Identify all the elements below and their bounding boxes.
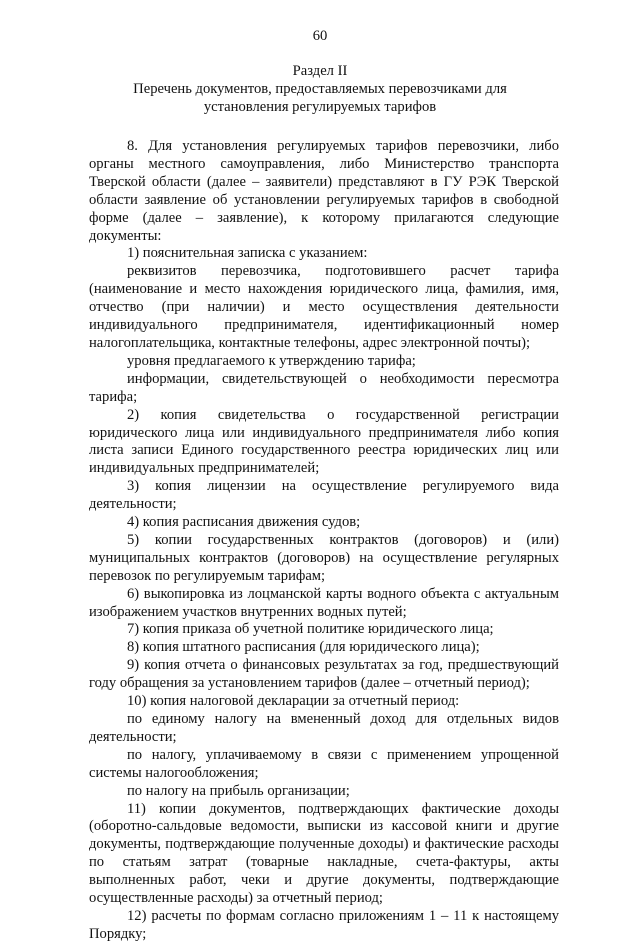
list-item-2: 2) копия свидетельства о государственной регистрации юридического лица или индивидуального предпринимателя либо копия листа записи Единого государственного реестра юридических лиц или индивидуальных предпринимателей; — [89, 406, 559, 477]
list-subitem-unified-tax: по единому налогу на вмененный доход для отдельных видов деятельности; — [89, 711, 559, 745]
section-title: Раздел II — [292, 63, 348, 79]
list-item-11: 11) копии документов, подтверждающих фактические доходы (оборотно-сальдовые ведомости, выписки из кассовой книги и другие документы, подтверждающие полученные доходы) и фактические расходы по статьям затрат (товарные накладные, счета-фактуры, акты выполненных работ, чеки и другие документы, подтверждающие осуществленные расходы) за отчетный период; — [89, 800, 559, 907]
list-item-1: 1) пояснительная записка с указанием: — [127, 245, 368, 262]
list-item-3: 3) копия лицензии на осуществление регулируемого вида деятельности; — [89, 478, 559, 513]
list-subitem-simplified-tax: по налогу, уплачиваемому в связи с применением упрощенной системы налогообложения; — [89, 746, 559, 781]
list-subitem-profit-tax: по налогу на прибыль организации; — [127, 782, 350, 799]
list-item-6: 6) выкопировка из лоцманской карты водного объекта с актуальным изображением участков внутренних водных путей; — [89, 585, 559, 620]
list-item-8: 8) копия штатного расписания (для юридического лица); — [127, 639, 480, 656]
document-body — [89, 138, 559, 944]
page-number: 60 — [312, 28, 328, 44]
list-item-9: 9) копия отчета о финансовых результатах за год, предшествующий году обращения за установлением тарифов (далее – отчетный период); — [89, 657, 559, 692]
list-item-12: 12) расчеты по формам согласно приложениям 1 – 11 к настоящему Порядку; — [89, 907, 559, 942]
paragraph-8-intro: 8. Для установления регулируемых тарифов перевозчики, либо органы местного самоуправления, либо Министерство транспорта Тверской области (далее – заявители) представляют в ГУ РЭК Тверской области заявление об установлении регулируемых тарифов в свободной форме (далее – заявление), к которому прилагаются следующие документы: — [89, 138, 559, 244]
section-heading: Перечень документов, предоставляемых перевозчиками для установления регулируемых тарифов — [133, 81, 507, 115]
list-subitem-revision-info: информации, свидетельствующей о необходимости пересмотра тарифа; — [89, 370, 559, 405]
list-item-4: 4) копия расписания движения судов; — [127, 514, 361, 531]
list-item-10: 10) копия налоговой декларации за отчетный период: — [127, 693, 460, 710]
list-subitem-tariff-level: уровня предлагаемого к утверждению тарифа; — [127, 352, 416, 369]
list-item-7: 7) копия приказа об учетной политике юридического лица; — [127, 621, 494, 638]
list-item-5: 5) копии государственных контрактов (договоров) и (или) муниципальных контрактов (договоров) на осуществление регулярных перевозок по регулируемым тарифам; — [89, 531, 559, 584]
list-subitem-requisites: реквизитов перевозчика, подготовившего расчет тарифа (наименование и место нахождения юридического лица, фамилия, имя, отчество (при наличии) и место осуществления деятельности индивидуального предпринимателя, идентификационный номер налогоплательщика, контактные телефоны, адрес электронной почты); — [89, 263, 559, 351]
